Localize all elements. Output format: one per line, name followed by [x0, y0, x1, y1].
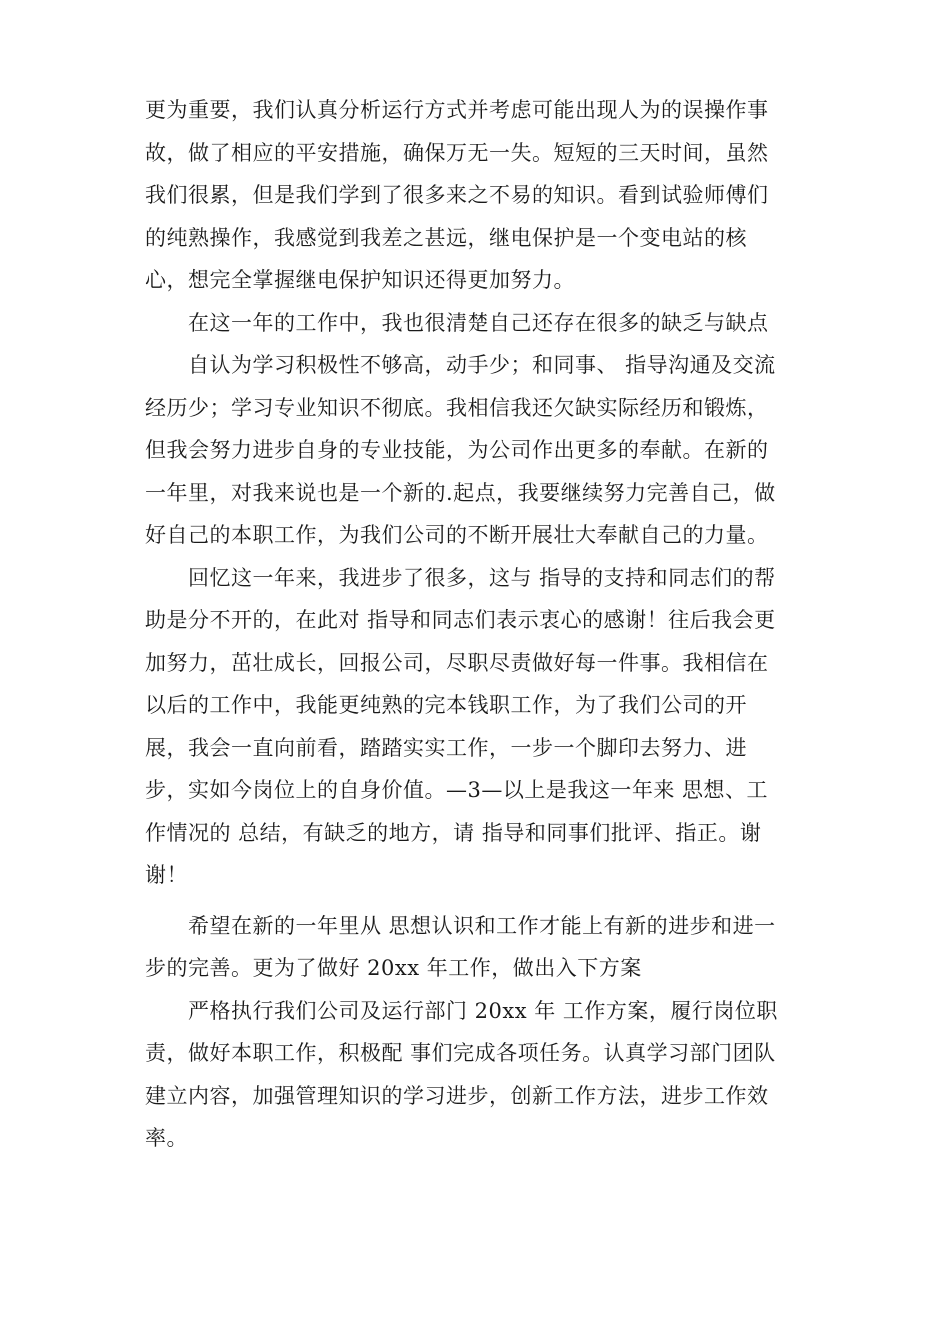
- text-line: 回忆这一年来，我进步了很多，这与 指导的支持和同志们的帮: [145, 565, 776, 590]
- text-line: 自认为学习积极性不够高，动手少；和同事、 指导沟通及交流: [145, 353, 776, 377]
- text-line: 经历少；学习专业知识不彻底。我相信我还欠缺实际经历和锻炼，: [145, 395, 769, 420]
- text-line: 我们很累，但是我们学到了很多来之不易的知识。看到试验师傅们: [145, 183, 769, 207]
- text-line: 步的完善。更为了做好 20xx 年工作，做出入下方案: [145, 956, 642, 980]
- text-line: 步，实如今岗位上的自身价值。—3—以上是我这一年来 思想、工: [145, 778, 769, 802]
- text-line: 加努力，茁壮成长，回报公司，尽职尽责做好每一件事。我相信在: [145, 650, 769, 675]
- text-line: 责，做好本职工作，积极配 事们完成各项任务。认真学习部门团队: [145, 1041, 776, 1065]
- text-line: 谢！: [145, 863, 188, 887]
- paragraph-gap: [145, 897, 815, 905]
- text-line: 以后的工作中，我能更纯熟的完本钱职工作，为了我们公司的开: [145, 693, 747, 717]
- text-line: 严格执行我们公司及运行部门 20xx 年 工作方案，履行岗位职: [145, 998, 778, 1023]
- text-line: 但我会努力进步自身的专业技能，为公司作出更多的奉献。在新的: [145, 438, 769, 462]
- text-line: 助是分不开的，在此对 指导和同志们表示衷心的感谢！往后我会更: [145, 608, 776, 632]
- text-line: 一年里，对我来说也是一个新的.起点，我要继续努力完善自己，做: [145, 480, 776, 505]
- text-line: 心，想完全掌握继电保护知识还得更加努力。: [145, 268, 575, 292]
- text-line: 在这一年的工作中，我也很清楚自己还存在很多的缺乏与缺点: [145, 310, 769, 335]
- text-line: 展，我会一直向前看，踏踏实实工作，一步一个脚印去努力、进: [145, 735, 747, 760]
- text-line: 建立内容，加强管理知识的学习进步，创新工作方法，进步工作效: [145, 1083, 769, 1108]
- text-line: 故，做了相应的平安措施，确保万无一失。短短的三天时间，虽然: [145, 140, 769, 165]
- text-line: 的纯熟操作，我感觉到我差之甚远，继电保护是一个变电站的核: [145, 225, 747, 250]
- text-line: 率。: [145, 1126, 188, 1150]
- text-line: 希望在新的一年里从 思想认识和工作才能上有新的进步和进一: [145, 913, 776, 938]
- text-line: 更为重要，我们认真分析运行方式并考虑可能出现人为的误操作事: [145, 98, 769, 122]
- text-line: 作情况的 总结，有缺乏的地方，请 指导和同事们批评、指正。谢: [145, 820, 762, 845]
- text-line: 好自己的本职工作，为我们公司的不断开展壮大奉献自己的力量。: [145, 523, 769, 547]
- document-body: [145, 89, 815, 1160]
